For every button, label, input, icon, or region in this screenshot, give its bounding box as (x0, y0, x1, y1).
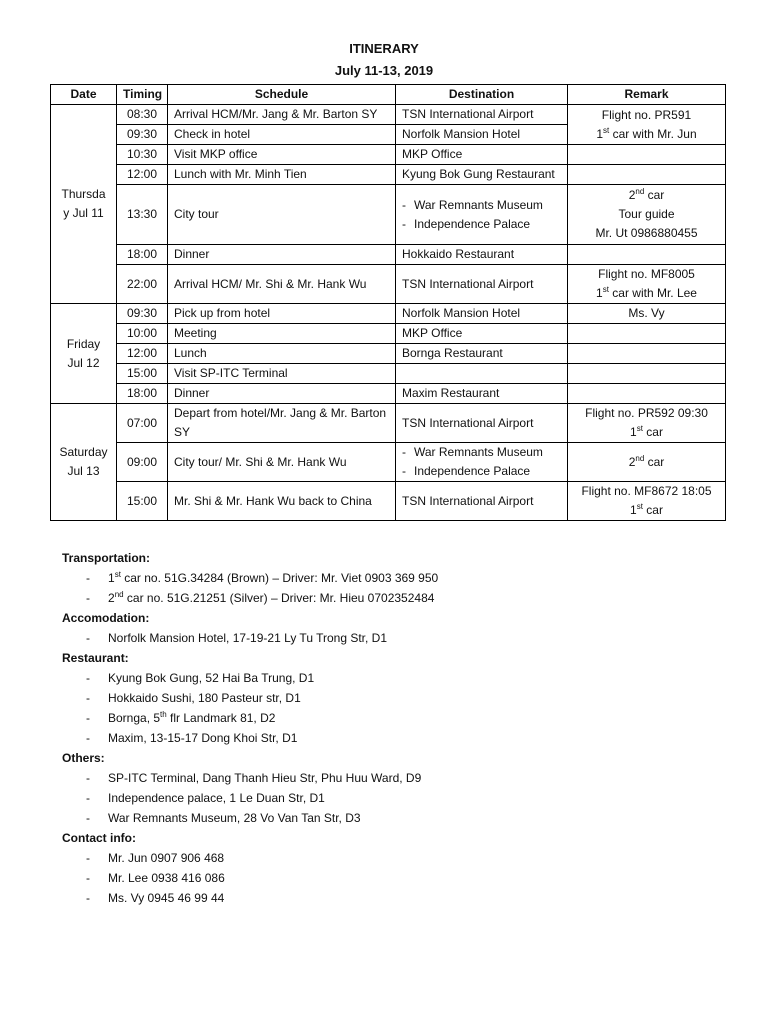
schedule-cell: Dinner (168, 245, 396, 265)
list-text: Hokkaido Sushi, 180 Pasteur str, D1 (108, 691, 301, 705)
table-row (51, 384, 726, 404)
schedule-cell: Check in hotel (168, 125, 396, 145)
list-text: Ms. Vy 0945 46 99 44 (108, 891, 225, 905)
remark-line: Flight no. MF8005 (598, 267, 695, 281)
remark-sup: nd (635, 187, 645, 196)
list-text: car no. 51G.21251 (Silver) – Driver: Mr. Hieu 0702352484 (123, 591, 435, 605)
schedule-cell: Lunch (168, 344, 396, 364)
list-text: flr Landmark 81, D2 (166, 711, 276, 725)
table-row (51, 185, 726, 245)
destination-list-item: - Independence Palace (402, 462, 561, 481)
remark-text: 1 (630, 503, 637, 517)
destination-cell: Hokkaido Restaurant (396, 245, 568, 265)
destination-cell: TSN International Airport (396, 105, 568, 125)
remark-text: 2 (628, 188, 636, 202)
remark-sup: st (636, 502, 643, 511)
contact-heading: Contact info: (62, 831, 136, 845)
remark-line: Mr. Ut 0986880455 (595, 226, 698, 240)
schedule-cell: Arrival HCM/ Mr. Shi & Mr. Hank Wu (168, 265, 396, 304)
list-sup: nd (114, 590, 124, 599)
remark-line (574, 186, 719, 205)
remark-sup: st (603, 125, 610, 135)
schedule-cell: Dinner (168, 384, 396, 404)
time-cell: 15:00 (117, 482, 168, 521)
itinerary-table (50, 84, 726, 521)
remark-line: Tour guide (618, 207, 675, 221)
list-item: - 1st car no. 51G.34284 (Brown) – Driver: Mr. Viet 0903 369 950 (86, 570, 439, 585)
remark-cell (568, 105, 726, 145)
destination-cell: Kyung Bok Gung Restaurant (396, 165, 568, 185)
destination-cell: Maxim Restaurant (396, 384, 568, 404)
time-cell: 07:00 (117, 404, 168, 443)
others-heading: Others: (62, 751, 105, 765)
destination-cell: Bornga Restaurant (396, 344, 568, 364)
time-cell: 09:30 (117, 125, 168, 145)
header-remark: Remark (568, 85, 726, 105)
list-item: - Kyung Bok Gung, 52 Hai Ba Trung, D1 (86, 671, 315, 685)
list-item: - Maxim, 13-15-17 Dong Khoi Str, D1 (86, 731, 298, 745)
schedule-cell: Arrival HCM/Mr. Jang & Mr. Barton SY (168, 105, 396, 125)
restaurant-heading: Restaurant: (62, 651, 129, 665)
list-sup: st (114, 570, 121, 579)
destination-cell: TSN International Airport (396, 482, 568, 521)
time-cell: 08:30 (117, 105, 168, 125)
remark-cell (568, 482, 726, 521)
time-cell: 13:30 (117, 185, 168, 245)
list-text: Kyung Bok Gung, 52 Hai Ba Trung, D1 (108, 671, 315, 685)
remark-cell (568, 165, 726, 185)
list-text: Maxim, 13-15-17 Dong Khoi Str, D1 (108, 731, 298, 745)
destination-list-item: - War Remnants Museum (402, 196, 561, 215)
schedule-cell: Mr. Shi & Mr. Hank Wu back to China (168, 482, 396, 521)
schedule-cell: Depart from hotel/Mr. Jang & Mr. Barton SY (168, 404, 396, 443)
table-row (51, 145, 726, 165)
schedule-cell: Visit MKP office (168, 145, 396, 165)
destination-cell: MKP Office (396, 145, 568, 165)
remark-cell (568, 364, 726, 384)
remark-cell (568, 185, 726, 245)
header-timing: Timing (117, 85, 168, 105)
table-row (51, 265, 726, 304)
time-cell: 10:30 (117, 145, 168, 165)
remark-line: Flight no. PR592 09:30 (585, 406, 708, 420)
remark-cell (568, 265, 726, 304)
remark-sup: st (602, 285, 609, 294)
remark-text: car (642, 503, 663, 517)
remark-text: car (644, 454, 665, 469)
remark-text: car with Mr. Lee (608, 286, 697, 300)
time-cell: 18:00 (117, 384, 168, 404)
destination-cell: MKP Office (396, 324, 568, 344)
list-text: Norfolk Mansion Hotel, 17-19-21 Ly Tu Trong Str, D1 (108, 631, 388, 645)
remark-sup: nd (635, 453, 645, 463)
destination-cell (396, 364, 568, 384)
list-text: Bornga, 5 (108, 711, 161, 725)
remark-cell (568, 404, 726, 443)
accommodation-heading: Accomodation: (62, 611, 150, 625)
destination-cell (396, 443, 568, 482)
table-row (51, 404, 726, 443)
table-header-row (51, 85, 726, 105)
header-destination: Destination (396, 85, 568, 105)
remark-line (574, 125, 719, 144)
time-cell: 12:00 (117, 165, 168, 185)
remark-cell (568, 145, 726, 165)
destination-cell: TSN International Airport (396, 404, 568, 443)
table-row (51, 165, 726, 185)
list-text: Independence palace, 1 Le Duan Str, D1 (108, 791, 325, 805)
remark-line (574, 284, 719, 303)
remark-cell (568, 245, 726, 265)
remark-line: Flight no. MF8672 18:05 (581, 484, 712, 498)
time-cell: 12:00 (117, 344, 168, 364)
table-row (51, 344, 726, 364)
table-row (51, 364, 726, 384)
list-text: SP-ITC Terminal, Dang Thanh Hieu Str, Phu Huu Ward, D9 (108, 771, 422, 785)
day-cell: Friday Jul 12 (51, 304, 117, 404)
list-text: Mr. Jun 0907 906 468 (108, 851, 225, 865)
time-cell: 18:00 (117, 245, 168, 265)
time-cell: 10:00 (117, 324, 168, 344)
remark-cell (568, 384, 726, 404)
list-text: 2 (108, 591, 115, 605)
list-item: - Hokkaido Sushi, 180 Pasteur str, D1 (86, 691, 301, 705)
notes-section (62, 548, 722, 908)
schedule-cell: City tour (168, 185, 396, 245)
schedule-cell: City tour/ Mr. Shi & Mr. Hank Wu (168, 443, 396, 482)
transportation-heading: Transportation: (62, 551, 151, 565)
list-item: - Mr. Lee 0938 416 086 (86, 871, 225, 885)
destination-cell: TSN International Airport (396, 265, 568, 304)
list-item: - Norfolk Mansion Hotel, 17-19-21 Ly Tu Trong Str, D1 (86, 631, 388, 645)
list-item: - Ms. Vy 0945 46 99 44 (86, 891, 225, 905)
remark-text: 1 (630, 425, 637, 439)
destination-cell (396, 185, 568, 245)
table-row (51, 482, 726, 521)
header-schedule: Schedule (168, 85, 396, 105)
remark-text: car with Mr. Jun (609, 126, 697, 141)
destination-cell: Norfolk Mansion Hotel (396, 304, 568, 324)
list-text: car no. 51G.34284 (Brown) – Driver: Mr. Viet 0903 369 950 (120, 571, 439, 585)
day-cell: Thursday Jul 11 (51, 105, 117, 304)
destination-list-item: - War Remnants Museum (402, 443, 561, 462)
schedule-cell: Visit SP-ITC Terminal (168, 364, 396, 384)
remark-line (574, 423, 719, 442)
list-item: - Bornga, 5th flr Landmark 81, D2 (86, 710, 276, 725)
remark-text: 2 (628, 454, 636, 469)
remark-line (574, 501, 719, 520)
remark-text: car (644, 188, 665, 202)
table-row (51, 324, 726, 344)
table-row (51, 245, 726, 265)
remark-cell: Ms. Vy (568, 304, 726, 324)
day-cell: Saturday Jul 13 (51, 404, 117, 521)
remark-text: 1 (596, 286, 603, 300)
remark-sup: st (636, 424, 643, 433)
list-text: War Remnants Museum, 28 Vo Van Tan Str, D3 (108, 811, 361, 825)
list-text: Mr. Lee 0938 416 086 (108, 871, 225, 885)
schedule-cell: Meeting (168, 324, 396, 344)
table-row (51, 304, 726, 324)
list-sup: th (160, 710, 167, 719)
time-cell: 09:30 (117, 304, 168, 324)
destination-list-item: - Independence Palace (402, 215, 561, 234)
destination-cell: Norfolk Mansion Hotel (396, 125, 568, 145)
time-cell: 22:00 (117, 265, 168, 304)
time-cell: 15:00 (117, 364, 168, 384)
remark-text: 1 (596, 126, 604, 141)
remark-text: car (642, 425, 663, 439)
list-item: - 2nd car no. 51G.21251 (Silver) – Driver: Mr. Hieu 0702352484 (86, 590, 435, 605)
table-row (51, 443, 726, 482)
list-text: 1 (108, 571, 115, 585)
list-item: - War Remnants Museum, 28 Vo Van Tan Str, D3 (86, 811, 361, 825)
schedule-cell: Pick up from hotel (168, 304, 396, 324)
schedule-cell: Lunch with Mr. Minh Tien (168, 165, 396, 185)
list-item: - SP-ITC Terminal, Dang Thanh Hieu Str, Phu Huu Ward, D9 (86, 771, 422, 785)
remark-cell (568, 344, 726, 364)
page-subtitle: July 11-13, 2019 (334, 63, 434, 78)
list-item: - Independence palace, 1 Le Duan Str, D1 (86, 791, 325, 805)
remark-line: Flight no. PR591 (601, 107, 692, 122)
remark-cell (568, 324, 726, 344)
page-title: ITINERARY (349, 41, 419, 56)
list-item: - Mr. Jun 0907 906 468 (86, 851, 225, 865)
table-row (51, 105, 726, 125)
remark-cell (568, 443, 726, 482)
time-cell: 09:00 (117, 443, 168, 482)
header-date: Date (51, 85, 117, 105)
